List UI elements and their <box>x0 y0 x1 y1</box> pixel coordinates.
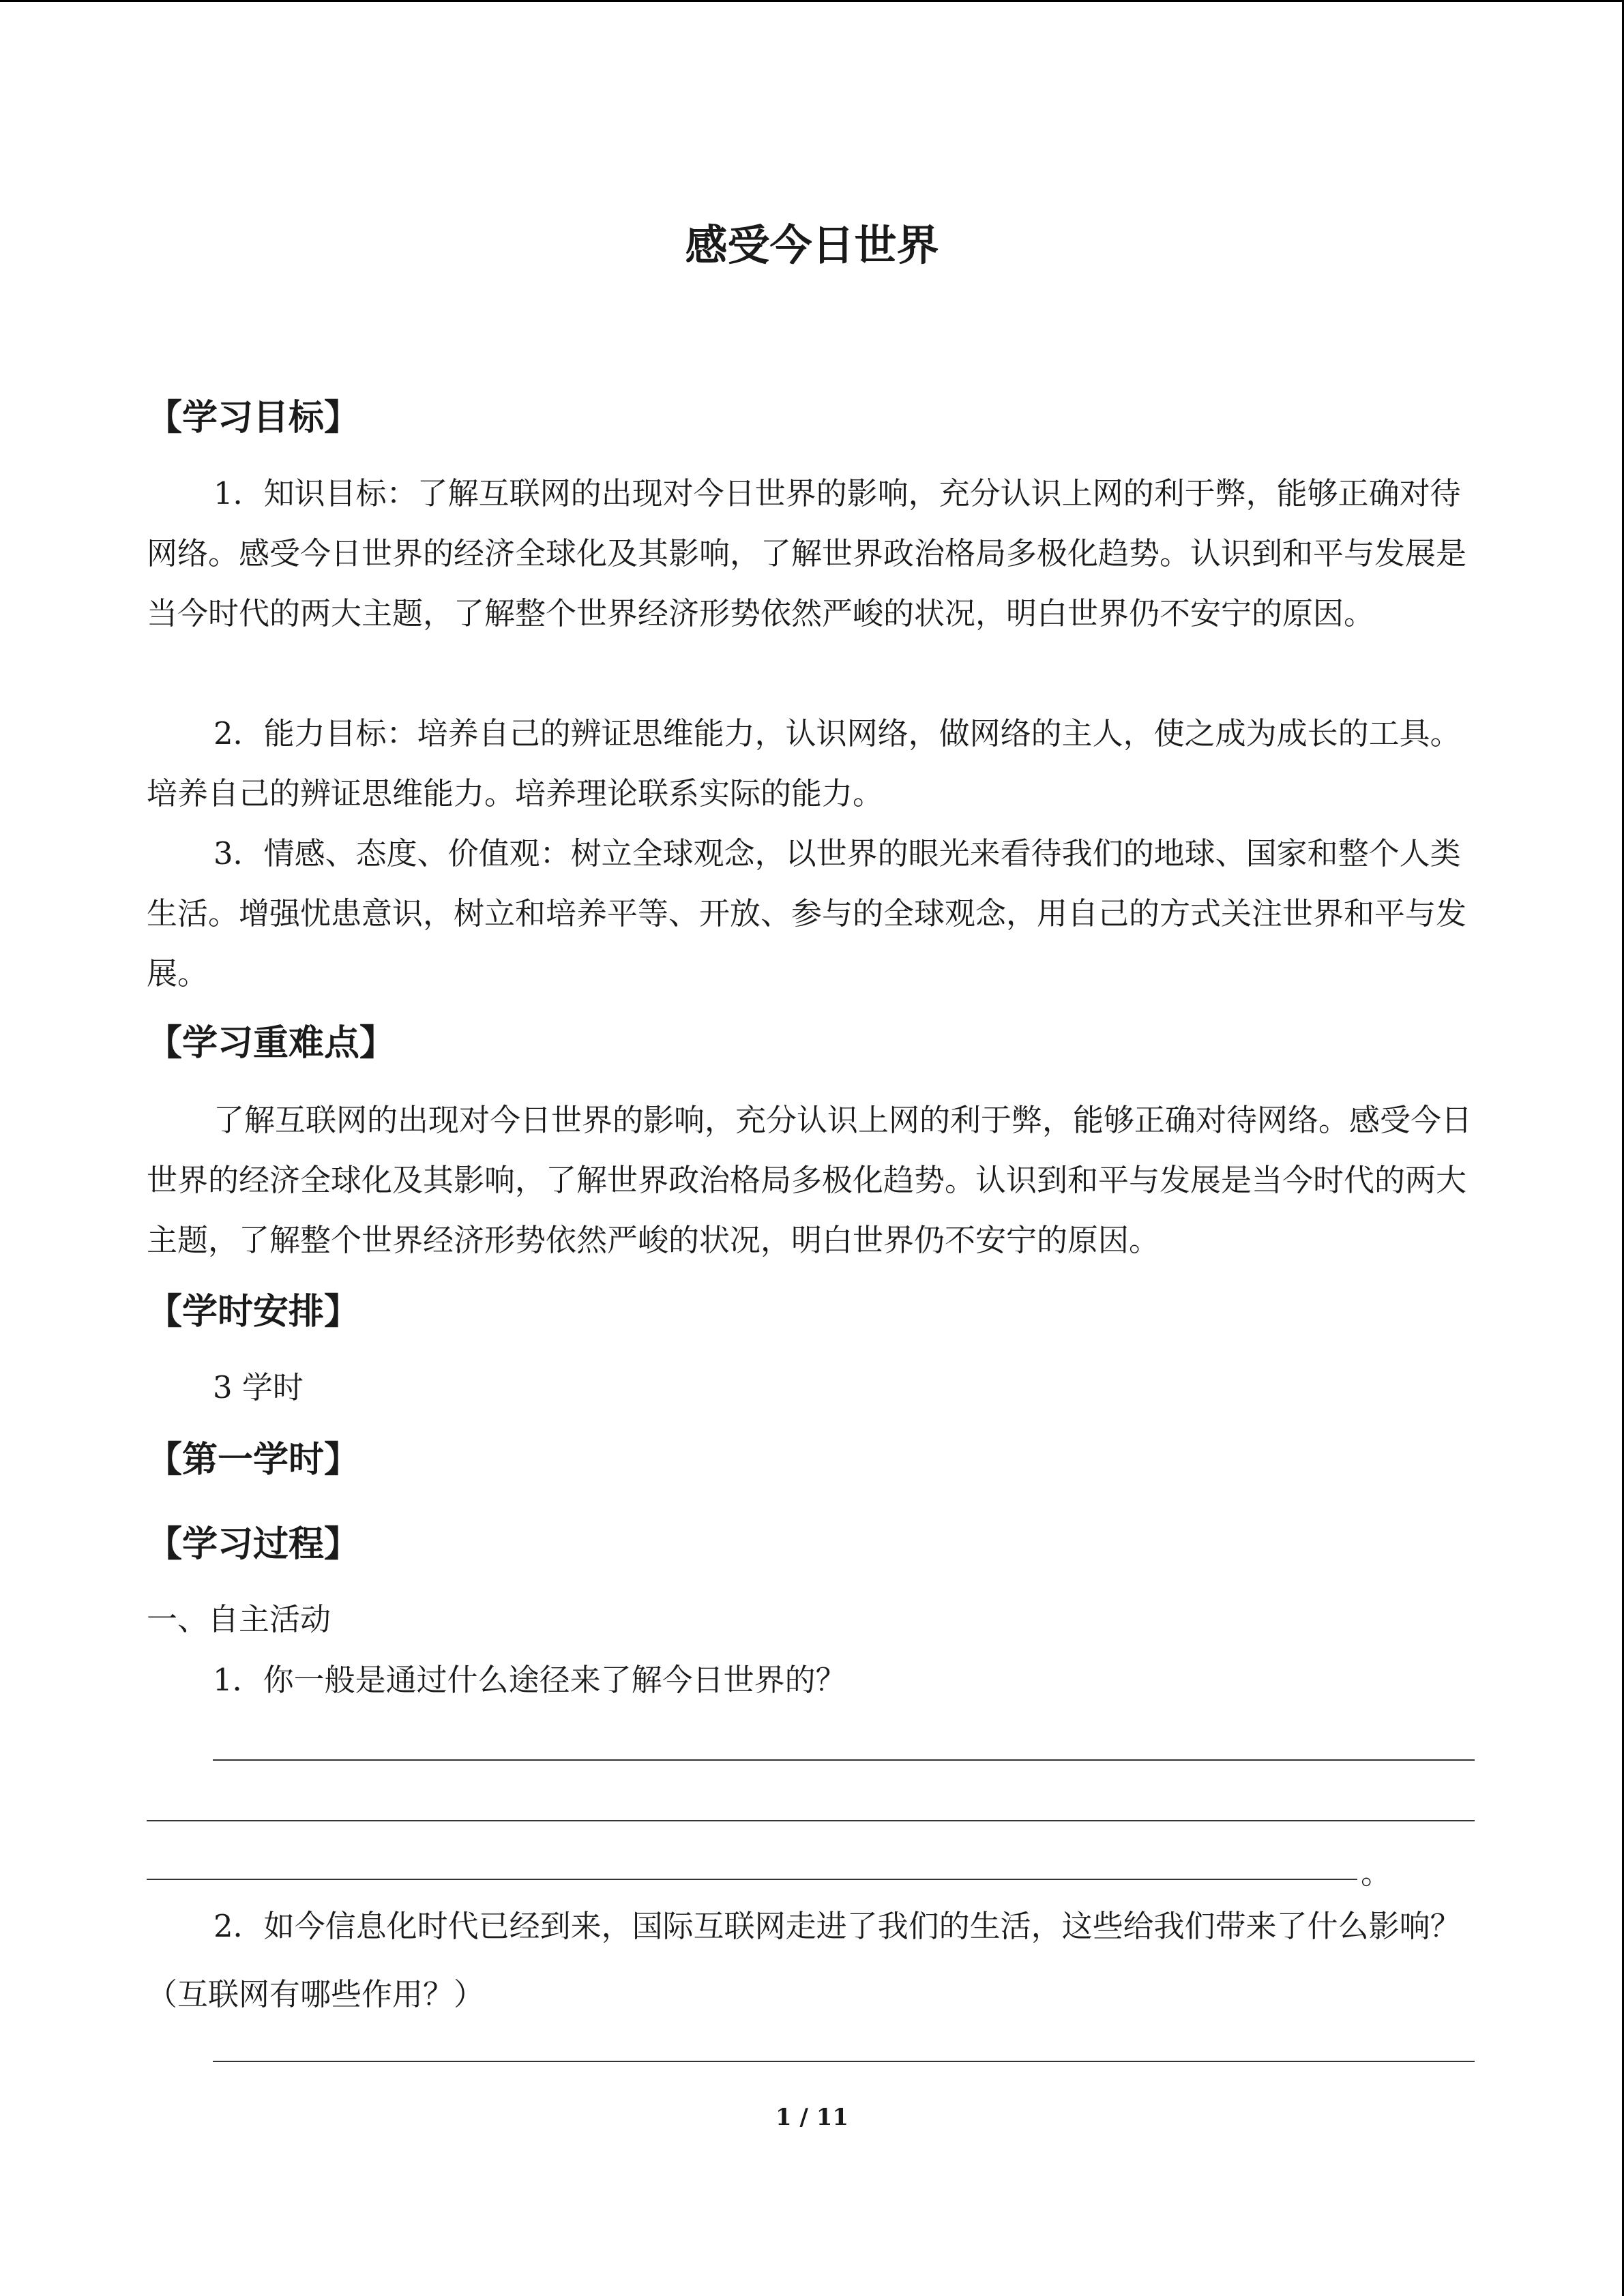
key-points-text: 了解互联网的出现对今日世界的影响，充分认识上网的利于弊，能够正确对待网络。感受今日世界的经济全球化及其影响，了解世界政治格局多极化趋势。认识到和平与发展是当今时代的两大主题，了解整个世界经济形势依然严峻的状况，明白世界仍不安宁的原因。 <box>147 1102 1473 1258</box>
objective-3: 3．情感、态度、价值观：树立全球观念，以世界的眼光来看待我们的地球、国家和整个人类生活。增强忧患意识，树立和培养平等、开放、参与的全球观念，用自己的方式关注世界和平与发展。 <box>147 835 1467 992</box>
page-title: 感受今日世界 <box>685 220 939 270</box>
process-heading: 【学习过程】 <box>147 1524 360 1565</box>
page-border-top <box>0 0 1624 2</box>
key-points-heading: 【学习重难点】 <box>147 1023 396 1064</box>
question-1: 1．你一般是通过什么途径来了解今日世界的？ <box>213 1662 846 1698</box>
objectives-heading: 【学习目标】 <box>147 398 360 438</box>
activity-title: 一、自主活动 <box>147 1601 331 1637</box>
answer-period: 。 <box>1361 1855 1392 1891</box>
objective-1: 1．知识目标：了解互联网的出现对今日世界的影响，充分认识上网的利于弊，能够正确对待网络。感受今日世界的经济全球化及其影响，了解世界政治格局多极化趋势。认识到和平与发展是当今时代的两大主题，了解整个世界经济形势依然严峻的状况，明白世界仍不安宁的原因。 <box>147 475 1467 631</box>
page-number: 1 / 11 <box>775 2104 849 2131</box>
answer-line-4[interactable] <box>213 2061 1475 2062</box>
objective-2: 2．能力目标：培养自己的辨证思维能力，认识网络，做网络的主人，使之成为成长的工具。培养自己的辨证思维能力。培养理论联系实际的能力。 <box>147 715 1461 811</box>
first-period-heading: 【第一学时】 <box>147 1440 360 1480</box>
schedule-text: 3 学时 <box>213 1369 304 1405</box>
answer-line-3[interactable] <box>147 1879 1357 1880</box>
question-2: 2．如今信息化时代已经到来，国际互联网走进了我们的生活，这些给我们带来了什么影响？（互联网有哪些作用？） <box>147 1908 1461 2012</box>
answer-line-1[interactable] <box>213 1759 1475 1761</box>
answer-line-2[interactable] <box>147 1820 1475 1821</box>
schedule-heading: 【学时安排】 <box>147 1292 360 1332</box>
